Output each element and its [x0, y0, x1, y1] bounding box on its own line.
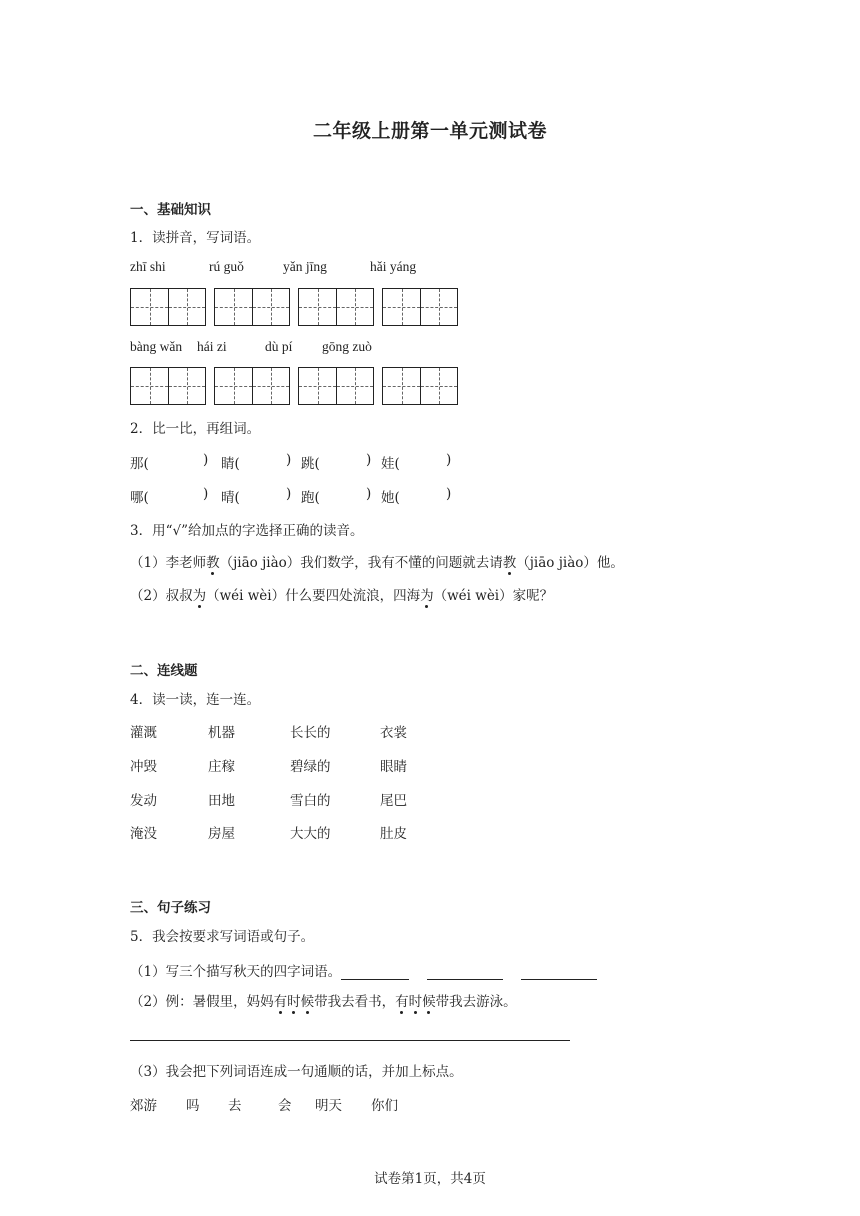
compare-7: 跑( — [301, 490, 320, 506]
pinyin-8: gōng zuò — [322, 339, 372, 354]
compare-5: 哪( — [130, 490, 149, 506]
q1-label: 1．读拼音，写词语。 — [130, 230, 261, 246]
page-footer: 试卷第1页，共4页 — [374, 1171, 486, 1187]
q5-part-2: （2）例：暑假里，妈妈有时候带我去看书，有时候带我去游泳。 — [130, 990, 517, 1010]
match-word[interactable]: 肚皮 — [380, 826, 407, 842]
pinyin-3: yǎn jīng — [283, 259, 327, 274]
pinyin-2: rú guǒ — [209, 259, 244, 274]
match-word[interactable]: 碧绿的 — [290, 759, 331, 775]
compare-close: ) — [366, 452, 372, 468]
compare-1: 那( — [130, 456, 149, 472]
page-title: 二年级上册第一单元测试卷 — [312, 120, 547, 142]
compare-8: 她( — [381, 490, 400, 506]
writing-grid-row-2 — [130, 367, 458, 405]
answer-blank[interactable] — [341, 965, 409, 980]
answer-blank[interactable] — [521, 965, 597, 980]
compare-close: ) — [446, 452, 452, 468]
compare-close: ) — [286, 452, 292, 468]
writing-box[interactable] — [298, 288, 374, 326]
q2-label: 2．比一比，再组词。 — [130, 421, 261, 437]
pinyin-4: hǎi yáng — [370, 259, 417, 274]
word-tile: 郊游 — [130, 1098, 157, 1114]
answer-line[interactable] — [130, 1040, 570, 1041]
q5-label: 5．我会按要求写词语或句子。 — [130, 929, 315, 945]
match-word[interactable]: 淹没 — [130, 826, 157, 842]
writing-box[interactable] — [130, 288, 206, 326]
compare-close: ) — [203, 486, 209, 502]
match-word[interactable]: 眼睛 — [380, 759, 407, 775]
match-word[interactable]: 雪白的 — [290, 793, 331, 809]
match-word[interactable]: 机器 — [208, 725, 235, 741]
writing-box[interactable] — [298, 367, 374, 405]
match-word[interactable]: 长长的 — [290, 725, 331, 741]
pinyin-1: zhī shi — [130, 259, 166, 274]
match-word[interactable]: 田地 — [208, 793, 235, 809]
q3-item-2: （2）叔叔为（wéi wèi）什么要四处流浪，四海为（wéi wèi）家呢？ — [130, 584, 553, 604]
q5-part-1: （1）写三个描写秋天的四字词语。 — [130, 960, 597, 980]
compare-6: 晴( — [221, 490, 240, 506]
writing-box[interactable] — [214, 288, 290, 326]
compare-close: ) — [446, 486, 452, 502]
dotted-char: 教 — [503, 551, 517, 571]
match-word[interactable]: 冲毁 — [130, 759, 157, 775]
compare-close: ) — [286, 486, 292, 502]
match-word[interactable]: 发动 — [130, 793, 157, 809]
compare-4: 娃( — [381, 456, 400, 472]
word-tile: 你们 — [371, 1098, 398, 1114]
dotted-char: 为 — [193, 584, 207, 604]
match-word[interactable]: 庄稼 — [208, 759, 235, 775]
compare-close: ) — [203, 452, 209, 468]
pinyin-7: dù pí — [265, 339, 293, 354]
dotted-char: 教 — [206, 551, 220, 571]
match-word[interactable]: 灌溉 — [130, 725, 157, 741]
writing-box[interactable] — [214, 367, 290, 405]
match-word[interactable]: 房屋 — [208, 826, 235, 842]
writing-box[interactable] — [130, 367, 206, 405]
match-word[interactable]: 大大的 — [290, 826, 331, 842]
writing-box[interactable] — [382, 367, 458, 405]
answer-blank[interactable] — [427, 965, 503, 980]
compare-3: 跳( — [301, 456, 320, 472]
section-3-header: 三、句子练习 — [130, 900, 211, 916]
word-tile: 去 — [228, 1098, 242, 1114]
dotted-char: 为 — [420, 584, 434, 604]
pinyin-5: bàng wǎn — [130, 339, 183, 354]
writing-grid-row-1 — [130, 288, 458, 326]
word-tile: 吗 — [186, 1098, 200, 1114]
q3-item-1: （1）李老师教（jiāo jiào）我们数学，我有不懂的问题就去请教（jiāo jiào）他。 — [130, 551, 624, 571]
compare-2: 睛( — [221, 456, 240, 472]
compare-close: ) — [366, 486, 372, 502]
pinyin-6: hái zi — [197, 339, 227, 354]
match-word[interactable]: 尾巴 — [380, 793, 407, 809]
writing-box[interactable] — [382, 288, 458, 326]
q4-label: 4．读一读，连一连。 — [130, 692, 261, 708]
word-tile: 明天 — [315, 1098, 342, 1114]
q3-label: 3．用“√”给加点的字选择正确的读音。 — [130, 523, 364, 539]
section-2-header: 二、连线题 — [130, 663, 198, 679]
match-word[interactable]: 衣裳 — [380, 725, 407, 741]
word-tile: 会 — [278, 1098, 292, 1114]
q5-part-3: （3）我会把下列词语连成一句通顺的话，并加上标点。 — [130, 1064, 463, 1080]
section-1-header: 一、基础知识 — [130, 202, 211, 218]
